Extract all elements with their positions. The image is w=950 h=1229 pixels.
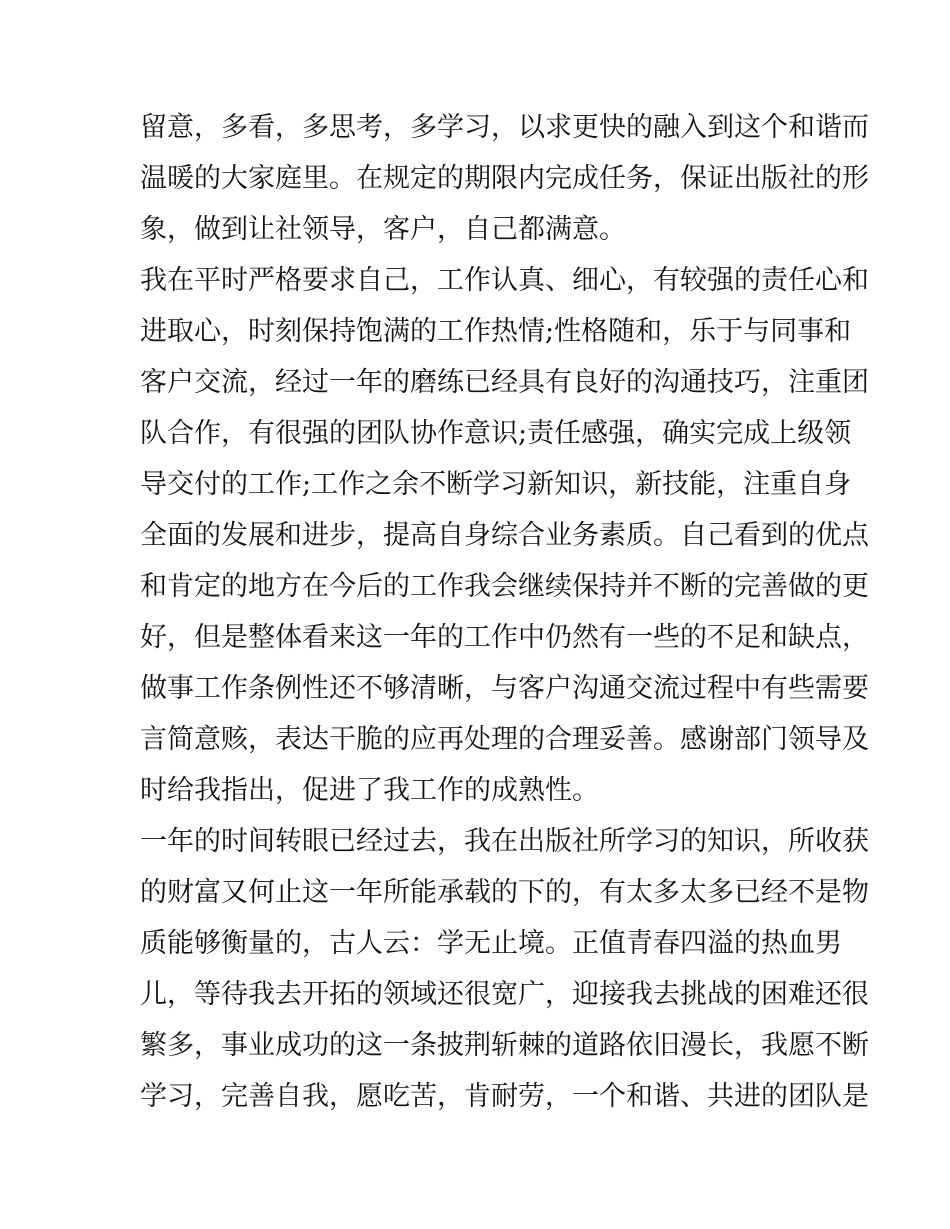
- text-line: 的财富又何止这一年所能承载的下的，有太多太多已经不是物: [140, 877, 869, 908]
- text-line: 导交付的工作;工作之余不断学习新知识，新技能，注重自身: [140, 469, 852, 500]
- text-line: 全面的发展和进步，提高自身综合业务素质。自己看到的优点: [140, 520, 869, 551]
- text-line: 温暖的大家庭里。在规定的期限内完成任务，保证出版社的形: [140, 163, 869, 194]
- text-line: 好，但是整体看来这一年的工作中仍然有一些的不足和缺点，: [140, 622, 869, 653]
- text-line: 客户交流，经过一年的磨练已经具有良好的沟通技巧，注重团: [140, 367, 869, 398]
- text-line: 象，做到让社领导，客户，自己都满意。: [140, 214, 626, 245]
- text-line: 学习，完善自我，愿吃苦，肯耐劳，一个和谐、共进的团队是: [140, 1081, 869, 1112]
- text-line: 一年的时间转眼已经过去，我在出版社所学习的知识，所收获: [140, 826, 869, 857]
- text-line: 队合作，有很强的团队协作意识;责任感强，确实完成上级领: [140, 418, 852, 449]
- text-line: 儿，等待我去开拓的领域还很宽广，迎接我去挑战的困难还很: [140, 979, 869, 1010]
- text-line: 做事工作条例性还不够清晰，与客户沟通交流过程中有些需要: [140, 673, 869, 704]
- text-line: 进取心，时刻保持饱满的工作热情;性格随和，乐于与同事和: [140, 316, 852, 347]
- text-line: 我在平时严格要求自己，工作认真、细心，有较强的责任心和: [140, 265, 869, 296]
- text-line: 留意，多看，多思考，多学习，以求更快的融入到这个和谐而: [140, 112, 869, 143]
- text-line: 繁多，事业成功的这一条披荆斩棘的道路依旧漫长，我愿不断: [140, 1030, 869, 1061]
- text-line: 言简意赅，表达干脆的应再处理的合理妥善。感谢部门领导及: [140, 724, 869, 755]
- text-line: 时给我指出，促进了我工作的成熟性。: [140, 775, 599, 806]
- text-line: 和肯定的地方在今后的工作我会继续保持并不断的完善做的更: [140, 571, 869, 602]
- text-line: 质能够衡量的，古人云：学无止境。正值青春四溢的热血男: [140, 928, 842, 959]
